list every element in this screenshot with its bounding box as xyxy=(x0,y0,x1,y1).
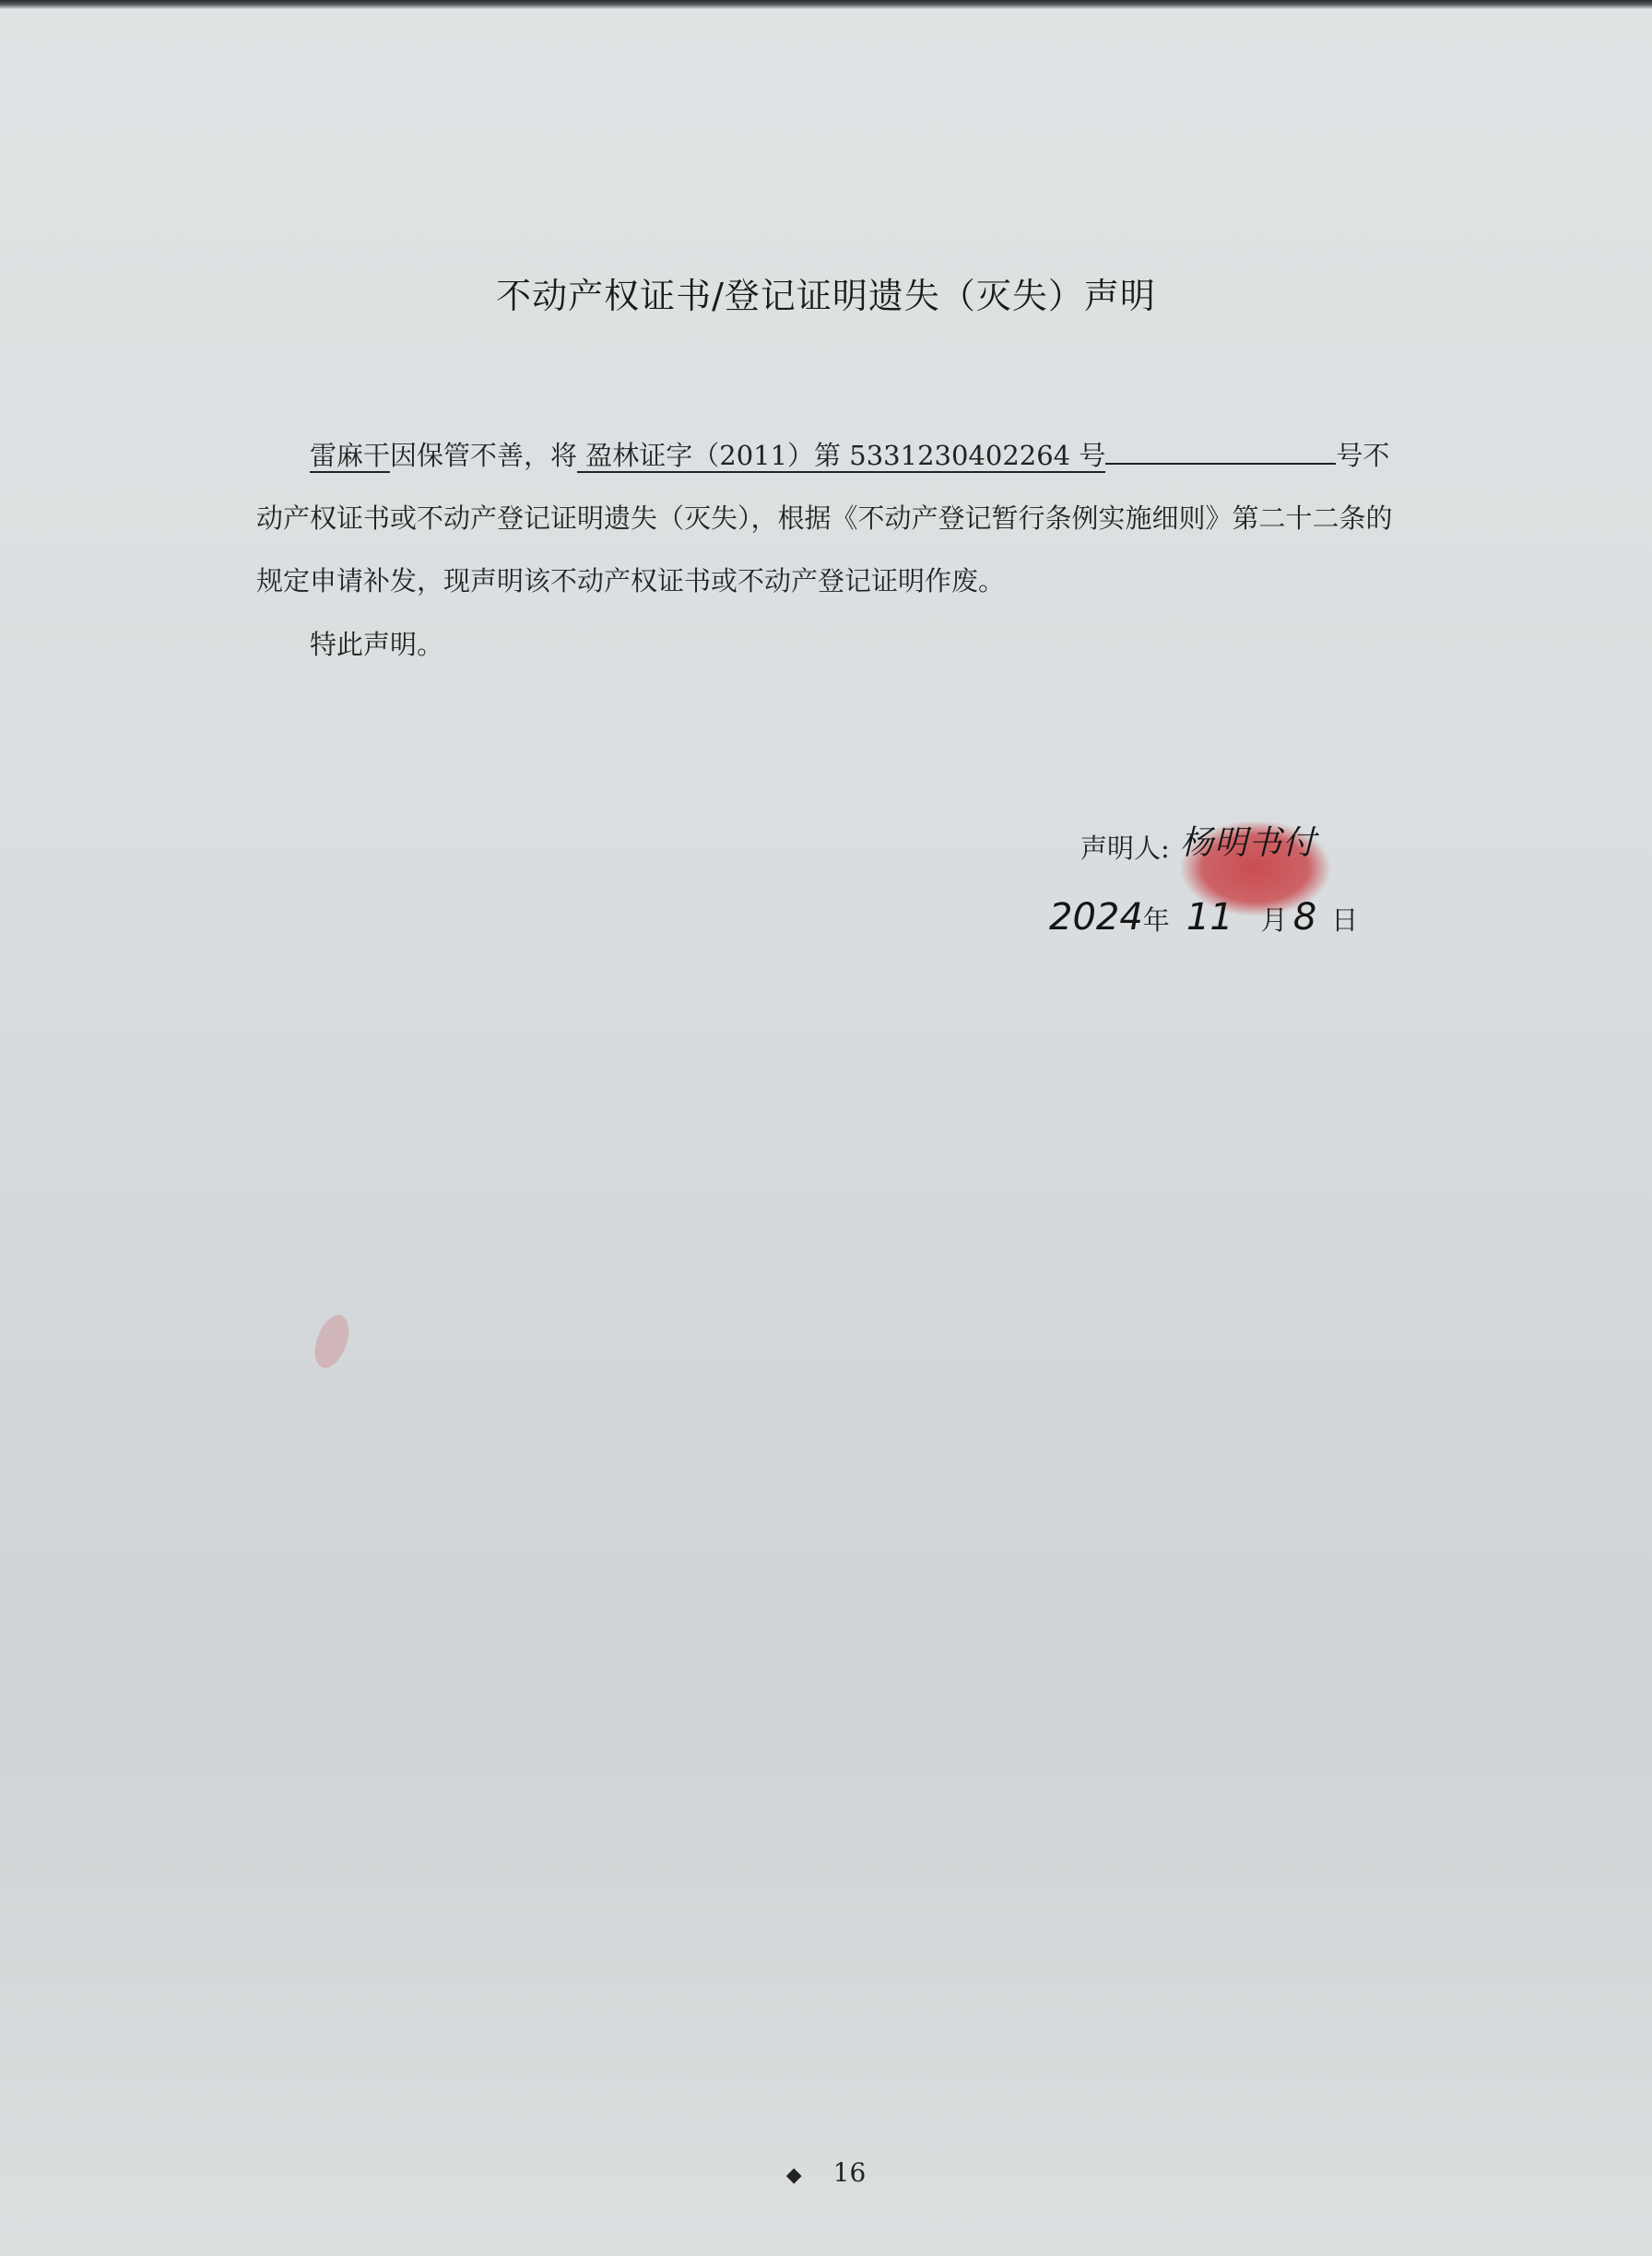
signature-block xyxy=(1042,811,1410,959)
ink-smudge xyxy=(309,1305,355,1378)
day-label: 日 xyxy=(1331,904,1359,936)
year-label: 年 xyxy=(1142,904,1170,936)
signature-date xyxy=(1049,896,1358,939)
fill-in-blank xyxy=(1105,439,1336,465)
handwritten-month: 11 xyxy=(1186,896,1233,939)
page-number: 16 xyxy=(832,2157,867,2188)
declaration-paragraph xyxy=(256,424,1404,612)
handwritten-signature: 杨明书付 xyxy=(1180,824,1317,862)
scan-edge-shadow xyxy=(0,0,1652,9)
declarant-name: 雷麻干 xyxy=(310,440,391,471)
document-title: 不动产权证书/登记证明遗失（灭失）声明 xyxy=(496,276,1156,316)
paragraph-text-b: 号不动产权证书或不动产登记证明遗失（灭失），根据《不动产登记暂行条例实施细则》第二十二条的规定申请补发，现声明该不动产权证书或不动产登记证明作废。 xyxy=(256,440,1393,596)
diamond-icon: ◆ xyxy=(785,2164,802,2187)
handwritten-year: 2024 xyxy=(1049,896,1143,939)
closing-text: 特此声明。 xyxy=(310,629,444,660)
closing-paragraph xyxy=(256,613,1404,676)
page-footer xyxy=(0,2157,1652,2188)
paragraph-text-a: 因保管不善，将 xyxy=(390,440,578,471)
signer-label: 声明人: xyxy=(1080,833,1170,864)
certificate-number: 盈林证字（2011）第 5331230402264 号 xyxy=(577,440,1106,471)
month-label: 月 xyxy=(1260,904,1288,936)
handwritten-day: 8 xyxy=(1292,896,1317,939)
